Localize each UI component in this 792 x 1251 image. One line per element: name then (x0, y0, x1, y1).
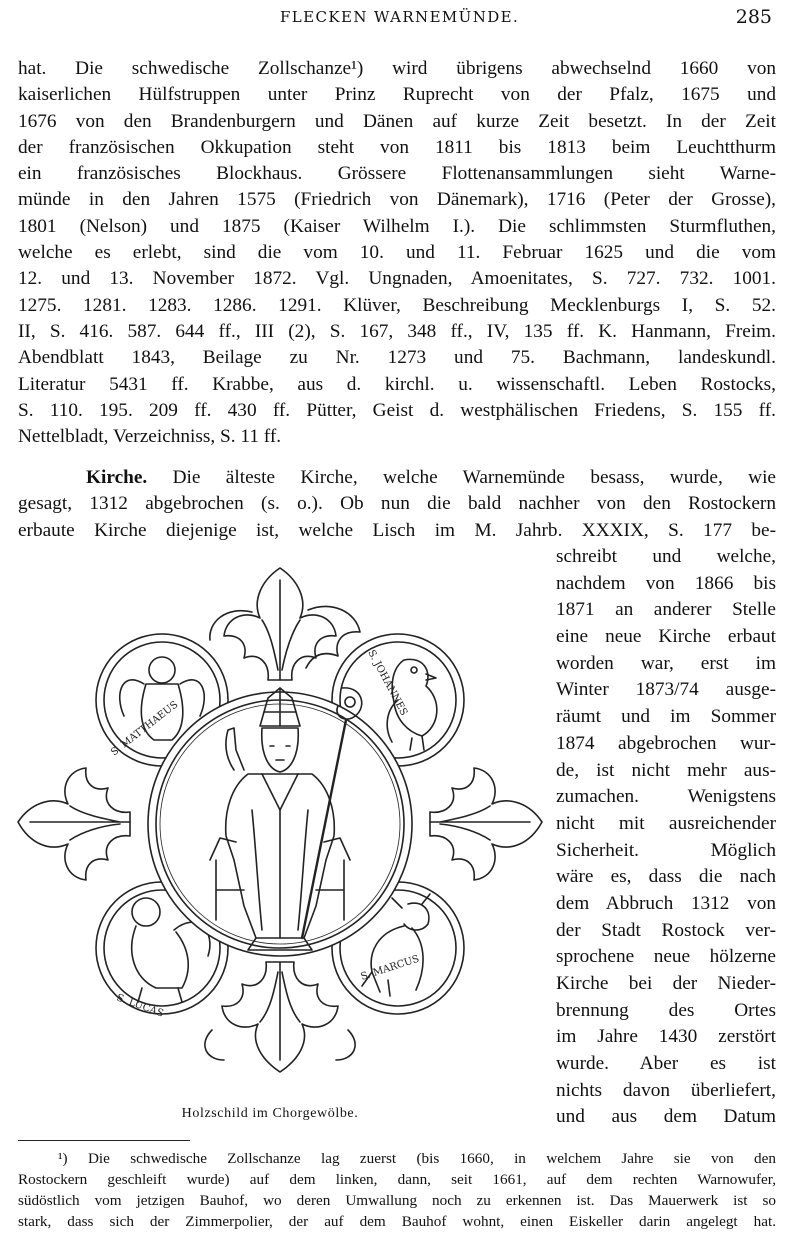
running-head (0, 6, 792, 30)
footnote (18, 1148, 776, 1232)
text-line: 1676 von den Brandenburgern und Dänen auf kurze Zeit besetzt. In der Zeit (18, 110, 776, 132)
acanthus-leaf-top (210, 568, 360, 680)
footnote-line: südöstlich vom jetzigen Bauhof, wo deren Umwallung noch zu erkennen ist. Das Mauerwerk ist so (18, 1192, 776, 1209)
text-line: Literatur 5431 ff. Krabbe, aus d. kirchl. u. wissenschaftl. Leben Rostocks, (18, 373, 776, 395)
paragraph-kirche (18, 465, 776, 544)
medallion-label: S. LUCAS (114, 992, 165, 1020)
text-line: 12. und 13. November 1872. Vgl. Ungnaden, Amoenitates, S. 727. 732. 1001. (18, 268, 776, 290)
text-line: der Stadt Rostock ver- (556, 919, 776, 941)
footnote-line: stark, dass sich der Zimmerpolier, der auf dem Bauhof wohnt, einen Eiskeller darin angelegt hat. (18, 1213, 776, 1230)
text-line: eine neue Kirche erbaut (556, 626, 776, 648)
footnote-line: ¹) Die schwedische Zollschanze lag zuerst (bis 1660, in welchem Jahre sie von den (58, 1150, 776, 1167)
text-fragment: Die älteste Kirche, welche Warnemünde besass, wurde, wie (147, 467, 776, 488)
text-line: brennung des Ortes (556, 999, 776, 1021)
section-heading-kirche: Kirche. (86, 467, 148, 488)
text-line: gesagt, 1312 abgebrochen (s. o.). Ob nun die bald nachher von den Rostockern (18, 493, 776, 515)
text-line: Abendblatt 1843, Beilage zu Nr. 1273 und 75. Bachmann, landeskundl. (18, 347, 776, 369)
text-line: 1874 abgebrochen wur- (556, 732, 776, 754)
text-line: dem Abbruch 1312 von (556, 892, 776, 914)
text-line: münde in den Jahren 1575 (Friedrich von Dänemark), 1716 (Peter der Grosse), (18, 189, 776, 211)
footnote-rule (18, 1140, 190, 1141)
figure-caption: Holzschild im Chorgewölbe. (181, 1106, 359, 1121)
text-line: im Jahre 1430 zerstört (556, 1026, 776, 1048)
text-line: wurde. Aber es ist (556, 1053, 776, 1075)
medallion-label: S. MARCUS (359, 953, 421, 983)
text-line: schreibt und welche, (556, 546, 776, 567)
text-line: und aus dem Datum (556, 1106, 776, 1128)
text-line: ein französisches Blockhaus. Grössere Flottenansammlungen sieht Warne- (18, 163, 776, 185)
text-line: Kirche bei der Nieder- (556, 973, 776, 994)
acanthus-leaf-left (18, 768, 130, 880)
text-line: hat. Die schwedische Zollschanze¹) wird übrigens abwechselnd 1660 von (18, 58, 776, 79)
text-line: wäre es, dass die nach (556, 866, 776, 888)
footnote-line: Rostockern geschleift wurde) auf dem linken, dann, seit 1661, auf dem rechten Warnowufer, (18, 1171, 776, 1188)
text-line: nichts davon überliefert, (556, 1079, 776, 1101)
medallion-label: S. JOHANNES (365, 648, 410, 718)
text-line: nicht mit ausreichender (556, 812, 776, 834)
text-line: 1871 an anderer Stelle (556, 599, 776, 621)
text-line: erbaute Kirche diejenige ist, welche Lisch im M. Jahrb. XXXIX, S. 177 be- (18, 519, 776, 541)
text-line: II, S. 416. 587. 644 ff., III (2), S. 167, 348 ff., IV, 135 ff. K. Hanmann, Freim. (18, 320, 776, 342)
text-line: welche es erlebt, sind die vom 10. und 11. Februar 1625 und die vom (18, 242, 776, 264)
page-number: 285 (735, 6, 772, 28)
text-line: S. 110. 195. 209 ff. 430 ff. Pütter, Geist d. westphälischen Friedens, S. 155 ff. (18, 399, 776, 421)
paragraph-zollschanze (18, 56, 776, 450)
holzschild-illustration (12, 560, 548, 1080)
text-line: räumt und im Sommer (556, 706, 776, 728)
text-column-right (556, 544, 776, 1131)
running-title: FLECKEN WARNEMÜNDE. (280, 8, 520, 26)
text-line (18, 465, 776, 491)
central-medallion-bishop (148, 688, 412, 956)
text-line: kaiserlichen Hülfstruppen unter Prinz Ruprecht von der Pfalz, 1675 und (18, 84, 776, 106)
text-line: de, ist nicht mehr aus- (556, 759, 776, 781)
text-line: 1801 (Nelson) und 1875 (Kaiser Wilhelm I.). Die schlimmsten Sturmfluthen, (18, 215, 776, 237)
acanthus-leaf-bottom (205, 962, 355, 1072)
text-line: zumachen. Wenigstens (556, 786, 776, 808)
text-line: Sicherheit. Möglich (556, 839, 776, 861)
text-line: nachdem von 1866 bis (556, 572, 776, 594)
acanthus-leaf-right (430, 768, 542, 880)
text-line: sprochene neue hölzerne (556, 946, 776, 968)
text-line: worden war, erst im (556, 652, 776, 674)
text-line: der französischen Okkupation steht von 1811 bis 1813 beim Leuchtthurm (18, 136, 776, 158)
text-line: 1275. 1281. 1283. 1286. 1291. Klüver, Beschreibung Mecklenburgs I, S. 52. (18, 294, 776, 316)
medallion-label: S. MATTHAEUS (109, 699, 181, 759)
text-line: Nettelbladt, Verzeichniss, S. 11 ff. (18, 426, 282, 448)
text-line: Winter 1873/74 ausge- (556, 679, 776, 701)
